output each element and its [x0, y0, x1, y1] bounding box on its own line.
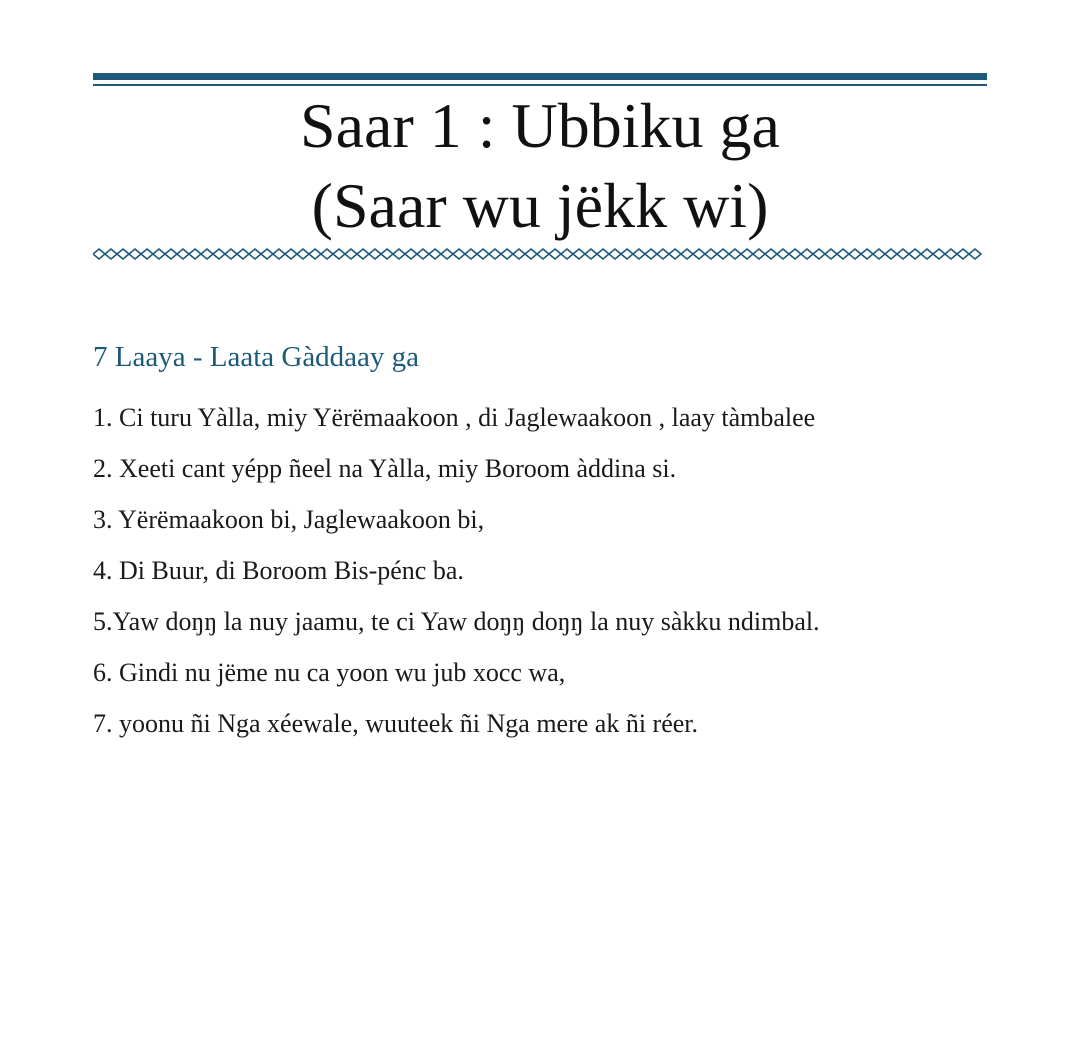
diamond-ornament: [813, 249, 825, 259]
diamond-ornament: [669, 249, 681, 259]
diamond-ornament: [633, 249, 645, 259]
diamond-ornament: [933, 249, 945, 259]
diamond-ornament: [285, 249, 297, 259]
diamond-ornament: [969, 249, 981, 259]
diamond-ornament: [621, 249, 633, 259]
diamond-ornament: [381, 249, 393, 259]
verse-item: 2. Xeeti cant yépp ñeel na Yàlla, miy Boroom àddina si.: [93, 454, 677, 483]
diamond-ornament: [225, 249, 237, 259]
diamond-ornament: [477, 249, 489, 259]
diamond-ornament: [429, 249, 441, 259]
diamond-ornament: [165, 249, 177, 259]
diamond-ornament: [585, 249, 597, 259]
diamond-ornament: [513, 249, 525, 259]
chapter-title-line2: (Saar wu jëkk wi): [311, 170, 769, 241]
diamond-ornament: [657, 249, 669, 259]
diamond-ornament: [453, 249, 465, 259]
diamond-ornament: [105, 249, 117, 259]
diamond-ornament: [345, 249, 357, 259]
diamond-ornament: [645, 249, 657, 259]
verse-list: [93, 398, 993, 755]
diamond-ornament: [201, 249, 213, 259]
diamond-ornament: [177, 249, 189, 259]
diamond-ornament: [465, 249, 477, 259]
diamond-ornament: [261, 249, 273, 259]
diamond-ornament: [417, 249, 429, 259]
diamond-ornament: [525, 249, 537, 259]
diamond-ornament: [189, 249, 201, 259]
diamond-ornament: [945, 249, 957, 259]
diamond-ornament: [741, 249, 753, 259]
diamond-ornament: [777, 249, 789, 259]
diamond-ornament: [825, 249, 837, 259]
diamond-ornament: [801, 249, 813, 259]
diamond-ornament: [129, 249, 141, 259]
diamond-ornament: [957, 249, 969, 259]
diamond-ornament: [849, 249, 861, 259]
diamond-ornament: [789, 249, 801, 259]
verse-item: 4. Di Buur, di Boroom Bis-pénc ba.: [93, 556, 464, 585]
diamond-ornament: [693, 249, 705, 259]
diamond-ornament: [573, 249, 585, 259]
diamond-ornament: [909, 249, 921, 259]
diamond-ornament: [717, 249, 729, 259]
diamond-ornament: [597, 249, 609, 259]
diamond-ornament: [441, 249, 453, 259]
verse-item: 1. Ci turu Yàlla, miy Yërëmaakoon , di Jaglewaakoon , laay tàmbalee: [93, 403, 816, 432]
diamond-ornament: [921, 249, 933, 259]
diamond-ornament: [321, 249, 333, 259]
diamond-ornament: [897, 249, 909, 259]
diamond-ornament: [609, 249, 621, 259]
diamond-ornament: [861, 249, 873, 259]
chapter-title-line1: Saar 1 : Ubbiku ga: [300, 90, 780, 161]
diamond-ornament: [765, 249, 777, 259]
chapter-title: [93, 86, 987, 246]
diamond-ornament: [681, 249, 693, 259]
verse-item: 5.Yaw doŋŋ la nuy jaamu, te ci Yaw doŋŋ doŋŋ la nuy sàkku ndimbal.: [93, 607, 820, 636]
diamond-ornament: [549, 249, 561, 259]
diamond-ornament: [729, 249, 741, 259]
diamond-divider: [93, 246, 987, 262]
diamond-ornament: [141, 249, 153, 259]
diamond-ornament: [873, 249, 885, 259]
diamond-ornament: [237, 249, 249, 259]
diamond-ornament: [489, 249, 501, 259]
diamond-ornament: [369, 249, 381, 259]
diamond-ornament: [405, 249, 417, 259]
diamond-ornament: [297, 249, 309, 259]
diamond-ornament: [213, 249, 225, 259]
diamond-ornament: [93, 249, 105, 259]
diamond-ornament: [837, 249, 849, 259]
diamond-ornament: [333, 249, 345, 259]
diamond-ornament: [561, 249, 573, 259]
section-title: 7 Laaya - Laata Gàddaay ga: [93, 341, 420, 373]
diamond-ornament: [117, 249, 129, 259]
diamond-ornament: [537, 249, 549, 259]
diamond-ornament: [249, 249, 261, 259]
header-rule-thick: [93, 73, 987, 80]
diamond-ornament: [357, 249, 369, 259]
diamond-ornament: [153, 249, 165, 259]
verse-item: 3. Yërëmaakoon bi, Jaglewaakoon bi,: [93, 505, 485, 534]
diamond-ornament: [885, 249, 897, 259]
diamond-ornament: [273, 249, 285, 259]
verse-item: 7. yoonu ñi Nga xéewale, wuuteek ñi Nga mere ak ñi réer.: [93, 709, 699, 738]
diamond-ornament: [309, 249, 321, 259]
diamond-ornament: [705, 249, 717, 259]
diamond-ornament: [501, 249, 513, 259]
diamond-ornament: [393, 249, 405, 259]
verse-item: 6. Gindi nu jëme nu ca yoon wu jub xocc wa,: [93, 658, 566, 687]
diamond-ornament: [753, 249, 765, 259]
